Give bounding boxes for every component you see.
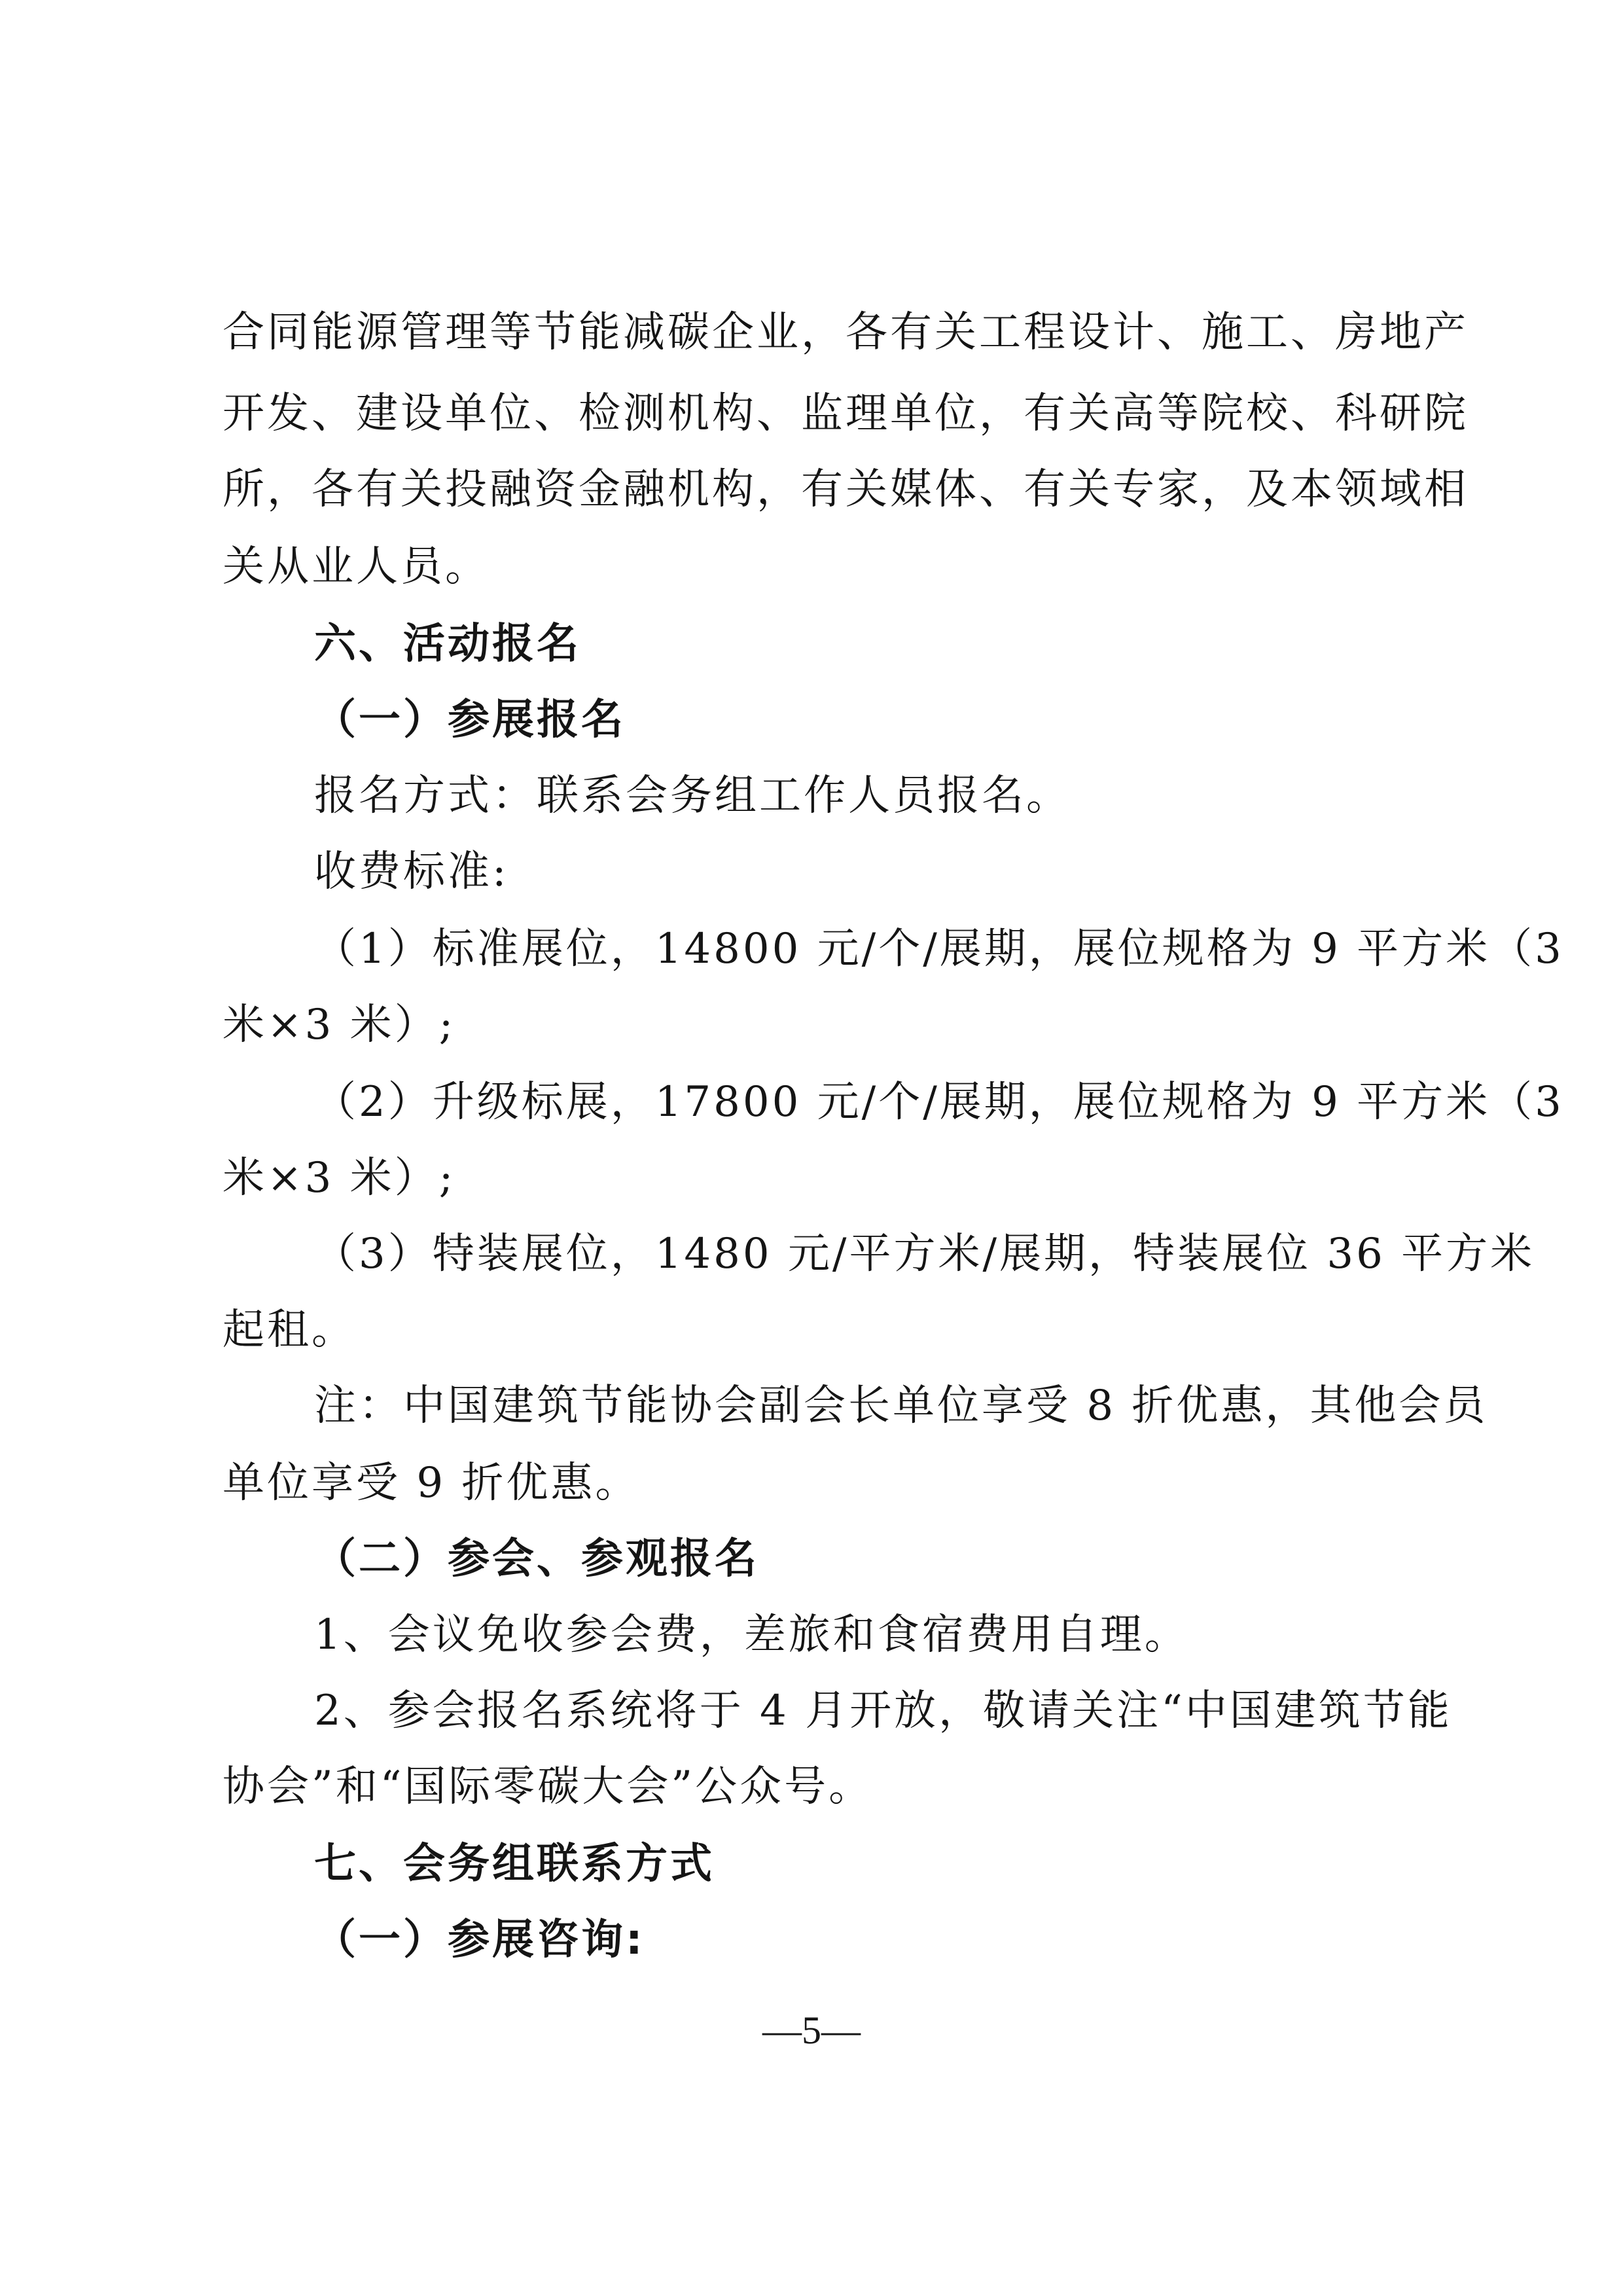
note-line: 注：中国建筑节能协会副会长单位享受 8 折优惠，其他会员 — [314, 1382, 1488, 1430]
page-number: —5— — [762, 2009, 861, 2052]
body-text-line: 所，各有关投融资金融机构，有关媒体、有关专家，及本领域相 — [223, 465, 1469, 514]
subsection-heading: （一）参展报名 — [314, 696, 626, 744]
body-text-line: 关从业人员。 — [223, 543, 490, 591]
subsection-heading: （一）参展咨询: — [314, 1916, 645, 1964]
list-item-line: 1、会议免收参会费，差旅和食宿费用自理。 — [314, 1611, 1189, 1659]
list-item-line: （2）升级标展，17800 元/个/展期，展位规格为 9 平方米（3 — [314, 1078, 1564, 1126]
list-item-line: 协会”和“国际零碳大会”公众号。 — [223, 1763, 874, 1811]
list-item-line: 米×3 米）; — [223, 1001, 456, 1049]
note-line: 单位享受 9 折优惠。 — [223, 1459, 640, 1507]
list-item-line: （1）标准展位，14800 元/个/展期，展位规格为 9 平方米（3 — [314, 925, 1564, 973]
subsection-heading: （二）参会、参观报名 — [314, 1535, 759, 1583]
section-heading: 七、会务组联系方式 — [314, 1840, 715, 1888]
list-item-line: 米×3 米）; — [223, 1154, 456, 1202]
body-text-line: 合同能源管理等节能减碳企业，各有关工程设计、施工、房地产 — [223, 308, 1469, 357]
list-item-line: （3）特装展位，1480 元/平方米/展期，特装展位 36 平方米 — [314, 1230, 1535, 1278]
list-item-line: 起租。 — [223, 1306, 356, 1354]
section-heading: 六、活动报名 — [314, 620, 581, 668]
body-text-line: 报名方式：联系会务组工作人员报名。 — [314, 772, 1071, 820]
list-item-line: 2、参会报名系统将于 4 月开放，敬请关注“中国建筑节能 — [314, 1687, 1452, 1735]
body-text-line: 收费标准: — [314, 848, 509, 896]
body-text-line: 开发、建设单位、检测机构、监理单位，有关高等院校、科研院 — [223, 389, 1469, 438]
